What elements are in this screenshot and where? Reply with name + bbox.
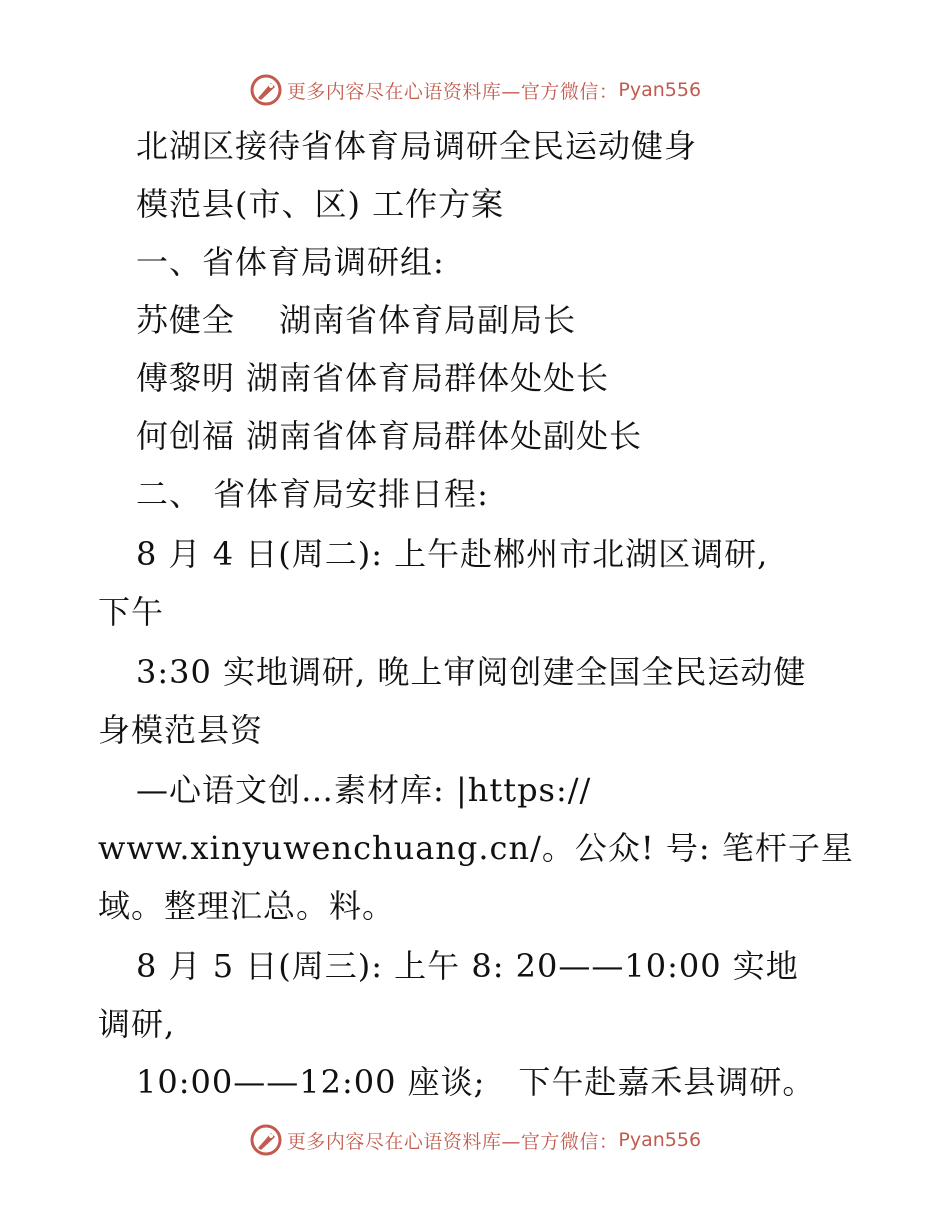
notice-line-2: www.xinyuwenchuang.cn/。公众! 号: 笔杆子星 (98, 829, 854, 867)
schedule-paragraph-3-line-2: 调研, (98, 1005, 176, 1043)
schedule-paragraph-3-line-1: 8 月 5 日(周三): 上午 8: 20——10:00 实地 (136, 947, 799, 985)
footer-banner (0, 1122, 950, 1158)
banner-text: 更多内容尽在心语资料库—官方微信： (286, 80, 619, 103)
section-heading-1: 一、省体育局调研组: (136, 243, 445, 281)
schedule-paragraph-1-line-1: 8 月 4 日(周二): 上午赴郴州市北湖区调研, (136, 535, 769, 573)
title-line-2: 模范县(市、区) 工作方案 (136, 185, 505, 223)
pen-nib-logo-icon (249, 73, 283, 107)
notice-line-3: 域。整理汇总。料。 (98, 887, 396, 925)
section-heading-2: 二、 省体育局安排日程: (136, 475, 489, 513)
header-banner (0, 72, 950, 108)
schedule-paragraph-2-line-1: 3:30 实地调研, 晚上审阅创建全国全民运动健 (136, 653, 807, 691)
member-line-1: 苏健全 湖南省体育局副局长 (136, 301, 577, 339)
pen-nib-logo-icon (249, 1123, 283, 1157)
member-line-3: 何创福 湖南省体育局群体处副处长 (136, 417, 643, 455)
banner-wechat-id: Pyan556 (618, 1129, 702, 1151)
banner-wechat-id: Pyan556 (618, 79, 702, 101)
title-line-1: 北湖区接待省体育局调研全民运动健身 (136, 127, 698, 165)
member-line-2: 傅黎明 湖南省体育局群体处处长 (136, 359, 610, 397)
notice-line-1: —心语文创…素材库: |https:// (136, 771, 592, 809)
banner-text: 更多内容尽在心语资料库—官方微信： (286, 1130, 619, 1153)
schedule-paragraph-1-line-2: 下午 (98, 593, 165, 631)
schedule-paragraph-4-line-1: 10:00——12:00 座谈; 下午赴嘉禾县调研。 (136, 1063, 816, 1101)
schedule-paragraph-2-line-2: 身模范县资 (98, 711, 264, 749)
